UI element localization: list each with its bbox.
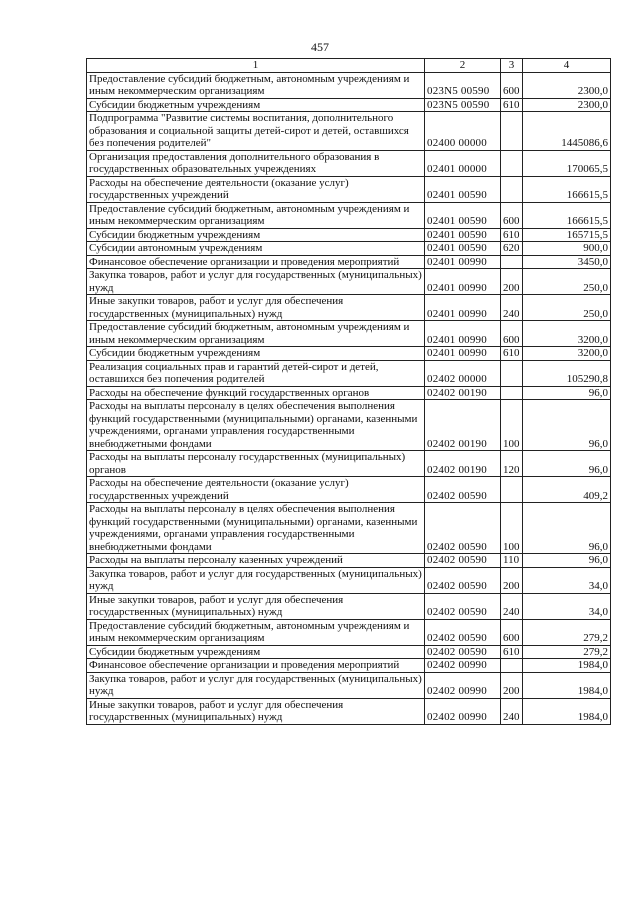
row-type — [501, 659, 523, 673]
row-amount: 3450,0 — [523, 255, 611, 269]
row-type: 240 — [501, 295, 523, 321]
row-name: Субсидии бюджетным учреждениям — [87, 98, 425, 112]
page-number: 457 — [311, 40, 329, 54]
row-name: Предоставление субсидий бюджетным, автономным учреждениям и иным некоммерческим организациям — [87, 202, 425, 228]
row-amount: 279,2 — [523, 645, 611, 659]
row-type: 600 — [501, 321, 523, 347]
row-type: 240 — [501, 698, 523, 724]
table-row — [87, 295, 611, 321]
row-type — [501, 386, 523, 400]
header-col-3: 3 — [501, 59, 523, 73]
row-amount: 250,0 — [523, 269, 611, 295]
row-code: 02402 00590 — [425, 645, 501, 659]
table-row — [87, 228, 611, 242]
row-code: 02402 00590 — [425, 567, 501, 593]
table-row — [87, 150, 611, 176]
row-name: Расходы на выплаты персоналу в целях обеспечения выполнения функций государственными (муниципальными) органами, казенными учреждениями, органами управления государственными внебюджетными фондами — [87, 400, 425, 451]
row-type — [501, 150, 523, 176]
row-amount: 1984,0 — [523, 659, 611, 673]
row-type — [501, 255, 523, 269]
row-amount: 3200,0 — [523, 321, 611, 347]
row-type: 120 — [501, 451, 523, 477]
row-type: 110 — [501, 554, 523, 568]
row-amount: 165715,5 — [523, 228, 611, 242]
table-row — [87, 255, 611, 269]
row-code: 02401 00590 — [425, 228, 501, 242]
row-type: 240 — [501, 593, 523, 619]
table-row — [87, 347, 611, 361]
row-amount: 2300,0 — [523, 98, 611, 112]
table-row — [87, 269, 611, 295]
row-code: 02401 00990 — [425, 295, 501, 321]
table-row — [87, 202, 611, 228]
row-type: 610 — [501, 645, 523, 659]
row-type: 200 — [501, 269, 523, 295]
table-row — [87, 698, 611, 724]
table-row — [87, 72, 611, 98]
row-amount: 96,0 — [523, 400, 611, 451]
row-type: 600 — [501, 202, 523, 228]
row-type: 610 — [501, 228, 523, 242]
table-row — [87, 645, 611, 659]
row-type: 100 — [501, 503, 523, 554]
row-name: Закупка товаров, работ и услуг для государственных (муниципальных) нужд — [87, 567, 425, 593]
row-code: 02401 00990 — [425, 255, 501, 269]
row-name: Расходы на выплаты персоналу в целях обеспечения выполнения функций государственными (муниципальными) органами, казенными учреждениями, органами управления государственными внебюджетными фондами — [87, 503, 425, 554]
table-row — [87, 567, 611, 593]
row-amount: 1445086,6 — [523, 112, 611, 151]
row-type: 600 — [501, 72, 523, 98]
row-code: 02402 00590 — [425, 593, 501, 619]
row-code: 02401 00000 — [425, 150, 501, 176]
header-col-1: 1 — [87, 59, 425, 73]
table-row — [87, 659, 611, 673]
table-row — [87, 554, 611, 568]
row-code: 02402 00590 — [425, 477, 501, 503]
row-name: Закупка товаров, работ и услуг для государственных (муниципальных) нужд — [87, 269, 425, 295]
row-amount: 96,0 — [523, 451, 611, 477]
row-type — [501, 176, 523, 202]
row-type: 610 — [501, 98, 523, 112]
row-amount: 900,0 — [523, 242, 611, 256]
row-code: 02401 00990 — [425, 347, 501, 361]
table-row — [87, 400, 611, 451]
row-type: 200 — [501, 672, 523, 698]
row-code: 02402 00590 — [425, 619, 501, 645]
row-code: 02401 00990 — [425, 269, 501, 295]
header-col-2: 2 — [425, 59, 501, 73]
row-amount: 279,2 — [523, 619, 611, 645]
row-code: 02401 00590 — [425, 242, 501, 256]
row-name: Субсидии бюджетным учреждениям — [87, 228, 425, 242]
row-code: 02402 00190 — [425, 400, 501, 451]
row-name: Финансовое обеспечение организации и проведения мероприятий — [87, 255, 425, 269]
row-amount: 1984,0 — [523, 698, 611, 724]
table-header-row — [87, 59, 611, 73]
row-amount: 96,0 — [523, 386, 611, 400]
table-row — [87, 593, 611, 619]
row-name: Закупка товаров, работ и услуг для государственных (муниципальных) нужд — [87, 672, 425, 698]
row-type — [501, 477, 523, 503]
row-amount: 250,0 — [523, 295, 611, 321]
row-name: Предоставление субсидий бюджетным, автономным учреждениям и иным некоммерческим организациям — [87, 72, 425, 98]
row-name: Предоставление субсидий бюджетным, автономным учреждениям и иным некоммерческим организациям — [87, 619, 425, 645]
table-row — [87, 451, 611, 477]
row-code: 02400 00000 — [425, 112, 501, 151]
table-row — [87, 321, 611, 347]
row-amount: 3200,0 — [523, 347, 611, 361]
row-amount: 1984,0 — [523, 672, 611, 698]
row-name: Организация предоставления дополнительного образования в государственных образовательных учреждениях — [87, 150, 425, 176]
row-type: 610 — [501, 347, 523, 361]
row-name: Расходы на выплаты персоналу государственных (муниципальных) органов — [87, 451, 425, 477]
table-row — [87, 477, 611, 503]
table-body — [87, 72, 611, 724]
row-amount: 96,0 — [523, 503, 611, 554]
row-name: Иные закупки товаров, работ и услуг для обеспечения государственных (муниципальных) нужд — [87, 698, 425, 724]
row-type: 620 — [501, 242, 523, 256]
table-row — [87, 98, 611, 112]
row-amount: 166615,5 — [523, 176, 611, 202]
row-type — [501, 360, 523, 386]
table-row — [87, 619, 611, 645]
row-name: Реализация социальных прав и гарантий детей-сирот и детей, оставшихся без попечения родителей — [87, 360, 425, 386]
row-amount: 96,0 — [523, 554, 611, 568]
row-code: 02401 00590 — [425, 202, 501, 228]
row-code: 02402 00000 — [425, 360, 501, 386]
row-amount: 166615,5 — [523, 202, 611, 228]
row-type: 600 — [501, 619, 523, 645]
row-name: Расходы на обеспечение деятельности (оказание услуг) государственных учреждений — [87, 477, 425, 503]
row-name: Финансовое обеспечение организации и проведения мероприятий — [87, 659, 425, 673]
row-amount: 34,0 — [523, 593, 611, 619]
row-amount: 2300,0 — [523, 72, 611, 98]
row-code: 02402 00990 — [425, 659, 501, 673]
row-amount: 170065,5 — [523, 150, 611, 176]
row-name: Субсидии автономным учреждениям — [87, 242, 425, 256]
table-row — [87, 360, 611, 386]
row-name: Подпрограмма "Развитие системы воспитания, дополнительного образования и социальной защиты детей-сирот и детей, оставшихся без попечения родителей" — [87, 112, 425, 151]
table-row — [87, 242, 611, 256]
row-type — [501, 112, 523, 151]
row-name: Расходы на обеспечение деятельности (оказание услуг) государственных учреждений — [87, 176, 425, 202]
row-code: 02401 00590 — [425, 176, 501, 202]
budget-table — [86, 58, 611, 725]
header-col-4: 4 — [523, 59, 611, 73]
table-row — [87, 503, 611, 554]
row-code: 02402 00190 — [425, 451, 501, 477]
table-row — [87, 672, 611, 698]
row-name: Иные закупки товаров, работ и услуг для обеспечения государственных (муниципальных) нужд — [87, 295, 425, 321]
row-code: 023N5 00590 — [425, 72, 501, 98]
row-type: 200 — [501, 567, 523, 593]
row-code: 02401 00990 — [425, 321, 501, 347]
row-code: 023N5 00590 — [425, 98, 501, 112]
table-row — [87, 112, 611, 151]
row-amount: 105290,8 — [523, 360, 611, 386]
row-code: 02402 00990 — [425, 672, 501, 698]
row-code: 02402 00190 — [425, 386, 501, 400]
row-name: Иные закупки товаров, работ и услуг для обеспечения государственных (муниципальных) нужд — [87, 593, 425, 619]
row-amount: 34,0 — [523, 567, 611, 593]
table-row — [87, 386, 611, 400]
row-name: Субсидии бюджетным учреждениям — [87, 645, 425, 659]
row-name: Расходы на обеспечение функций государственных органов — [87, 386, 425, 400]
table-row — [87, 176, 611, 202]
row-code: 02402 00590 — [425, 554, 501, 568]
row-type: 100 — [501, 400, 523, 451]
row-name: Субсидии бюджетным учреждениям — [87, 347, 425, 361]
row-code: 02402 00990 — [425, 698, 501, 724]
row-name: Предоставление субсидий бюджетным, автономным учреждениям и иным некоммерческим организациям — [87, 321, 425, 347]
row-amount: 409,2 — [523, 477, 611, 503]
row-code: 02402 00590 — [425, 503, 501, 554]
row-name: Расходы на выплаты персоналу казенных учреждений — [87, 554, 425, 568]
